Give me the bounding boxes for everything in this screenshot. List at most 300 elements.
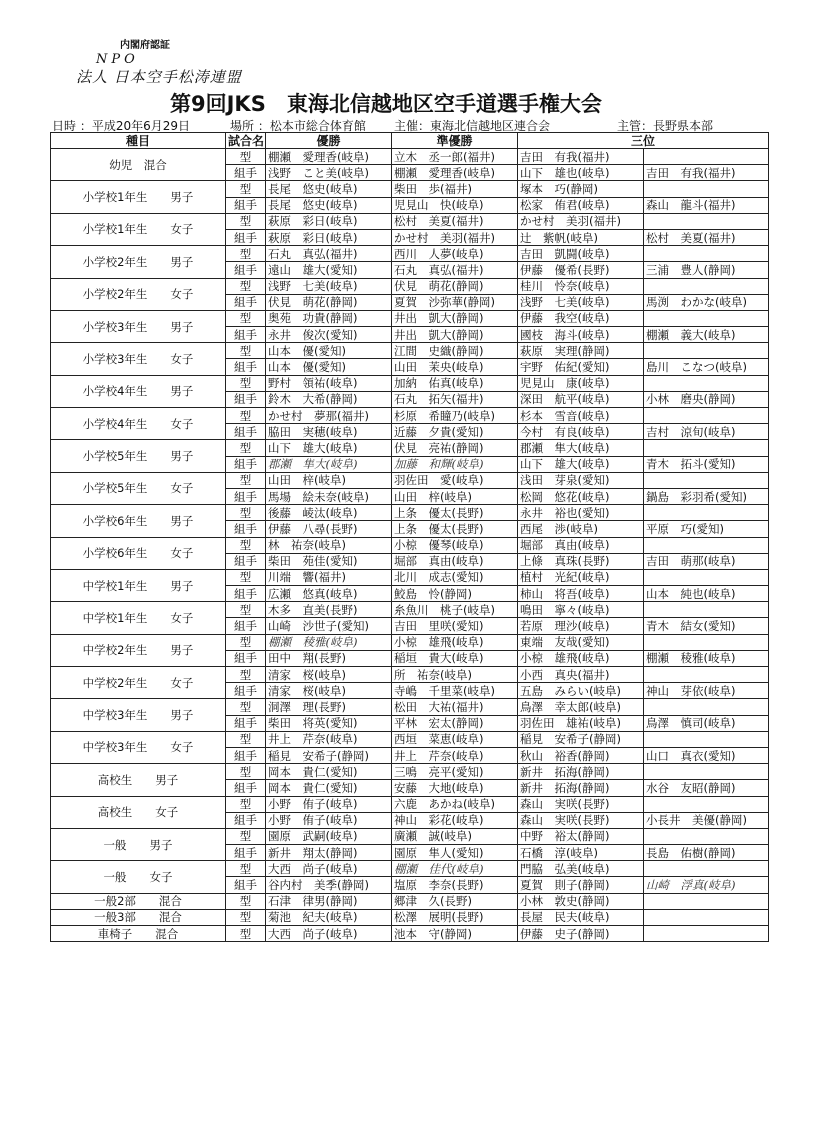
event-category: 小学校2年生 女子 [51, 278, 226, 310]
table-header-row [51, 133, 769, 149]
third-place-cell [644, 909, 769, 925]
match-type: 組手 [226, 359, 266, 375]
runner-up-cell: 児見山 快(岐阜) [392, 197, 518, 213]
table-row [51, 699, 769, 715]
event-category: 幼児 混合 [51, 149, 226, 181]
third-place-cell: 國枝 海斗(岐阜) [518, 327, 644, 343]
winner-cell: 広瀬 悠真(岐阜) [266, 586, 392, 602]
third-place-cell: 森山 龍斗(福井) [644, 197, 769, 213]
winner-cell: 石丸 真弘(福井) [266, 246, 392, 262]
runner-up-cell: 羽佐田 愛(岐阜) [392, 472, 518, 488]
table-row [51, 764, 769, 780]
match-type: 組手 [226, 618, 266, 634]
runner-up-cell: 小椋 優琴(岐阜) [392, 537, 518, 553]
event-category: 小学校4年生 女子 [51, 408, 226, 440]
third-place-cell: 東端 友哉(愛知) [518, 634, 644, 650]
winner-cell: 郡瀬 隼大(岐阜) [266, 456, 392, 472]
third-place-cell [644, 861, 769, 877]
third-place-cell: 山本 純也(岐阜) [644, 586, 769, 602]
match-type: 型 [226, 602, 266, 618]
match-type: 組手 [226, 845, 266, 861]
third-place-cell: 若原 理沙(岐阜) [518, 618, 644, 634]
winner-cell: 新井 翔太(静岡) [266, 845, 392, 861]
third-place-cell: 塚本 巧(静岡) [518, 181, 644, 197]
match-type: 型 [226, 537, 266, 553]
third-place-cell [644, 278, 769, 294]
event-category: 小学校5年生 女子 [51, 472, 226, 504]
winner-cell: 大西 尚子(岐阜) [266, 861, 392, 877]
runner-up-cell: 松村 美夏(福井) [392, 213, 518, 229]
third-place-cell: 鳥澤 幸太郎(岐阜) [518, 699, 644, 715]
third-place-cell: 山口 真衣(愛知) [644, 747, 769, 763]
winner-cell: 後藤 崚汰(岐阜) [266, 505, 392, 521]
winner-cell: 長尾 悠史(岐阜) [266, 197, 392, 213]
third-place-cell [644, 375, 769, 391]
event-category: 一般2部 混合 [51, 893, 226, 909]
event-category: 小学校1年生 男子 [51, 181, 226, 213]
third-place-cell: 桂川 怜奈(岐阜) [518, 278, 644, 294]
third-place-cell [644, 926, 769, 942]
third-place-cell [644, 796, 769, 812]
third-place-cell: 児見山 康(岐阜) [518, 375, 644, 391]
event-category: 小学校4年生 男子 [51, 375, 226, 407]
event-date: 日時 ：平成20年6月29日 [52, 119, 190, 133]
third-place-cell: 水谷 友昭(静岡) [644, 780, 769, 796]
match-type: 組手 [226, 424, 266, 440]
match-type: 型 [226, 149, 266, 165]
results-body [51, 149, 769, 942]
match-type: 型 [226, 699, 266, 715]
winner-cell: 小野 侑子(岐阜) [266, 796, 392, 812]
match-type: 型 [226, 764, 266, 780]
match-type: 型 [226, 246, 266, 262]
table-row [51, 181, 769, 197]
runner-up-cell: 山田 茉央(岐阜) [392, 359, 518, 375]
event-category: 中学校3年生 男子 [51, 699, 226, 731]
third-place-cell: 伊藤 我空(岐阜) [518, 310, 644, 326]
third-place-cell [644, 634, 769, 650]
third-place-cell: 五島 みらい(岐阜) [518, 683, 644, 699]
third-place-cell [644, 408, 769, 424]
third-place-cell: 吉田 有我(福井) [644, 165, 769, 181]
third-place-cell: 萩原 実理(静岡) [518, 343, 644, 359]
third-place-cell [644, 149, 769, 165]
third-place-cell: 柿山 将吾(岐阜) [518, 586, 644, 602]
event-venue: 場所 ：松本市総合体育館 [230, 119, 366, 133]
third-place-cell: 辻 紫帆(岐阜) [518, 229, 644, 245]
third-place-cell: 長屋 民夫(岐阜) [518, 909, 644, 925]
runner-up-cell: 上条 優太(長野) [392, 505, 518, 521]
third-place-cell: 杉本 雪音(岐阜) [518, 408, 644, 424]
runner-up-cell: 松田 大祐(福井) [392, 699, 518, 715]
third-place-cell: 秋山 裕香(静岡) [518, 747, 644, 763]
third-place-cell: 堀部 真由(岐阜) [518, 537, 644, 553]
match-type: 型 [226, 375, 266, 391]
third-place-cell [644, 667, 769, 683]
table-row [51, 408, 769, 424]
certification-stamp: 内閣府認証 [120, 40, 170, 51]
third-place-cell: 夏賀 則子(静岡) [518, 877, 644, 893]
winner-cell: 岡本 貴仁(愛知) [266, 764, 392, 780]
third-place-cell: 中野 裕太(静岡) [518, 828, 644, 844]
third-place-cell: 山下 雄也(岐阜) [518, 165, 644, 181]
match-type: 型 [226, 278, 266, 294]
runner-up-cell: 加藤 和輝(岐阜) [392, 456, 518, 472]
third-place-cell [644, 343, 769, 359]
third-place-cell: 小林 磨央(静岡) [644, 391, 769, 407]
third-place-cell [644, 731, 769, 747]
third-place-cell: 長島 佑樹(静岡) [644, 845, 769, 861]
table-row [51, 537, 769, 553]
match-type: 組手 [226, 456, 266, 472]
third-place-cell [644, 472, 769, 488]
runner-up-cell: 棚瀬 佳代(岐阜) [392, 861, 518, 877]
runner-up-cell: 伏見 亮祐(静岡) [392, 440, 518, 456]
match-type: 組手 [226, 586, 266, 602]
third-place-cell: 青木 結女(愛知) [644, 618, 769, 634]
winner-cell: 大西 尚子(岐阜) [266, 926, 392, 942]
column-header-event: 種目 [51, 133, 226, 149]
column-header-runner-up: 準優勝 [392, 133, 518, 149]
match-type: 型 [226, 343, 266, 359]
organization-line-1: NPO [96, 52, 139, 67]
winner-cell: 浅野 こと美(岐阜) [266, 165, 392, 181]
runner-up-cell: 小椋 雄飛(岐阜) [392, 634, 518, 650]
event-category: 中学校1年生 女子 [51, 602, 226, 634]
event-category: 小学校2年生 男子 [51, 246, 226, 278]
event-manager: 主管：長野県本部 [617, 119, 714, 133]
table-row [51, 893, 769, 909]
third-place-cell [644, 602, 769, 618]
third-place-cell: 浅田 芽泉(愛知) [518, 472, 644, 488]
match-type: 型 [226, 440, 266, 456]
winner-cell: 清家 桜(岐阜) [266, 667, 392, 683]
third-place-cell: 浅野 七美(岐阜) [518, 294, 644, 310]
winner-cell: 長尾 悠史(岐阜) [266, 181, 392, 197]
runner-up-cell: 井出 凱大(静岡) [392, 327, 518, 343]
table-row [51, 602, 769, 618]
runner-up-cell: 稲垣 貴大(岐阜) [392, 650, 518, 666]
winner-cell: 柴田 苑佳(愛知) [266, 553, 392, 569]
runner-up-cell: 江間 史織(静岡) [392, 343, 518, 359]
third-place-cell [644, 213, 769, 229]
third-place-cell [644, 699, 769, 715]
match-type: 組手 [226, 488, 266, 504]
third-place-cell: 山崎 浮真(岐阜) [644, 877, 769, 893]
table-row [51, 909, 769, 925]
runner-up-cell: 吉田 里咲(愛知) [392, 618, 518, 634]
winner-cell: 柴田 将英(愛知) [266, 715, 392, 731]
third-place-cell: 吉田 萌那(岐阜) [644, 553, 769, 569]
third-place-cell: 上條 真珠(長野) [518, 553, 644, 569]
third-place-cell: 羽佐田 雄祐(岐阜) [518, 715, 644, 731]
match-type: 組手 [226, 327, 266, 343]
third-place-cell: 山下 雄大(岐阜) [518, 456, 644, 472]
runner-up-cell: 廣瀬 誠(岐阜) [392, 828, 518, 844]
table-row [51, 149, 769, 165]
third-place-cell [644, 505, 769, 521]
runner-up-cell: 三鳴 亮平(愛知) [392, 764, 518, 780]
winner-cell: 小野 侑子(岐阜) [266, 812, 392, 828]
runner-up-cell: 鮫島 怜(静岡) [392, 586, 518, 602]
runner-up-cell: 上条 優太(長野) [392, 521, 518, 537]
third-place-cell: 新井 拓海(静岡) [518, 780, 644, 796]
winner-cell: 井上 芹奈(岐阜) [266, 731, 392, 747]
winner-cell: 木多 直美(長野) [266, 602, 392, 618]
match-type: 型 [226, 408, 266, 424]
third-place-cell: 伊藤 優希(長野) [518, 262, 644, 278]
third-place-cell: 平原 巧(愛知) [644, 521, 769, 537]
winner-cell: 谷内村 美季(静岡) [266, 877, 392, 893]
match-type: 組手 [226, 521, 266, 537]
match-type: 組手 [226, 391, 266, 407]
third-place-cell: 棚瀬 稜雅(岐阜) [644, 650, 769, 666]
third-place-cell [644, 537, 769, 553]
table-row [51, 667, 769, 683]
third-place-cell [644, 828, 769, 844]
third-place-cell: 神山 芽依(岐阜) [644, 683, 769, 699]
winner-cell: 伏見 萌花(静岡) [266, 294, 392, 310]
third-place-cell: 棚瀬 義大(岐阜) [644, 327, 769, 343]
third-place-cell: 伊藤 史子(静岡) [518, 926, 644, 942]
third-place-cell: 島川 こなつ(岐阜) [644, 359, 769, 375]
match-type: 組手 [226, 165, 266, 181]
winner-cell: 野村 領祐(岐阜) [266, 375, 392, 391]
third-place-cell: 永井 裕也(愛知) [518, 505, 644, 521]
winner-cell: かせ村 夢那(福井) [266, 408, 392, 424]
match-type: 型 [226, 909, 266, 925]
third-place-cell: 稲見 安希子(静岡) [518, 731, 644, 747]
match-type: 組手 [226, 553, 266, 569]
third-place-cell: 新井 拓海(静岡) [518, 764, 644, 780]
third-place-cell: 森山 実咲(長野) [518, 812, 644, 828]
third-place-cell [644, 310, 769, 326]
runner-up-cell: 園原 隼人(愛知) [392, 845, 518, 861]
results-table [50, 132, 769, 942]
third-place-cell [644, 764, 769, 780]
match-type: 組手 [226, 262, 266, 278]
match-type: 型 [226, 213, 266, 229]
table-row [51, 246, 769, 262]
event-category: 高校生 女子 [51, 796, 226, 828]
third-place-cell [644, 440, 769, 456]
table-row [51, 796, 769, 812]
winner-cell: 園原 武嗣(岐阜) [266, 828, 392, 844]
event-category: 車椅子 混合 [51, 926, 226, 942]
runner-up-cell: 棚瀬 愛理香(岐阜) [392, 165, 518, 181]
winner-cell: 山本 優(愛知) [266, 359, 392, 375]
winner-cell: 萩原 彩日(岐阜) [266, 213, 392, 229]
third-place-cell: 松家 侑君(岐阜) [518, 197, 644, 213]
runner-up-cell: 松澤 展明(長野) [392, 909, 518, 925]
winner-cell: 鈴木 大希(静岡) [266, 391, 392, 407]
third-place-cell: 鳥澤 慎司(岐阜) [644, 715, 769, 731]
third-place-cell: 小長井 美優(静岡) [644, 812, 769, 828]
winner-cell: 稲見 安希子(静岡) [266, 747, 392, 763]
match-type: 組手 [226, 812, 266, 828]
winner-cell: 山下 雄大(岐阜) [266, 440, 392, 456]
runner-up-cell: 平林 宏太(静岡) [392, 715, 518, 731]
match-type: 組手 [226, 650, 266, 666]
runner-up-cell: 神山 彩花(岐阜) [392, 812, 518, 828]
runner-up-cell: 石丸 拓矢(福井) [392, 391, 518, 407]
runner-up-cell: かせ村 美羽(福井) [392, 229, 518, 245]
table-row [51, 828, 769, 844]
winner-cell: 脇田 実穂(岐阜) [266, 424, 392, 440]
runner-up-cell: 杉原 希瞳乃(岐阜) [392, 408, 518, 424]
event-category: 小学校6年生 男子 [51, 505, 226, 537]
winner-cell: 浅野 七美(岐阜) [266, 278, 392, 294]
third-place-cell: 吉田 凱闘(岐阜) [518, 246, 644, 262]
winner-cell: 棚瀬 稜雅(岐阜) [266, 634, 392, 650]
match-type: 型 [226, 310, 266, 326]
table-row [51, 731, 769, 747]
winner-cell: 遠山 雄大(愛知) [266, 262, 392, 278]
winner-cell: 石津 律男(静岡) [266, 893, 392, 909]
third-place-cell: 小椋 雄飛(岐阜) [518, 650, 644, 666]
match-type: 組手 [226, 197, 266, 213]
runner-up-cell: 六鹿 あかね(岐阜) [392, 796, 518, 812]
event-category: 高校生 男子 [51, 764, 226, 796]
event-category: 中学校1年生 男子 [51, 569, 226, 601]
table-row [51, 213, 769, 229]
match-type: 型 [226, 828, 266, 844]
winner-cell: 棚瀬 愛理香(岐阜) [266, 149, 392, 165]
match-type: 型 [226, 472, 266, 488]
third-place-cell [644, 246, 769, 262]
event-category: 小学校5年生 男子 [51, 440, 226, 472]
match-type: 型 [226, 926, 266, 942]
page-title: 第9回JKS 東海北信越地区空手道選手権大会 [170, 92, 602, 116]
third-place-cell: 小西 真央(福井) [518, 667, 644, 683]
third-place-cell: 青木 拓斗(愛知) [644, 456, 769, 472]
third-place-cell: 今村 有良(岐阜) [518, 424, 644, 440]
runner-up-cell: 郷津 久(長野) [392, 893, 518, 909]
table-row [51, 861, 769, 877]
runner-up-cell: 柴田 歩(福井) [392, 181, 518, 197]
organization-line-2: 法人 日本空手松涛連盟 [76, 68, 242, 86]
runner-up-cell: 加納 佑真(岐阜) [392, 375, 518, 391]
match-type: 組手 [226, 683, 266, 699]
column-header-match: 試合名 [226, 133, 266, 149]
match-type: 型 [226, 181, 266, 197]
event-category: 中学校2年生 女子 [51, 667, 226, 699]
runner-up-cell: 池本 守(静岡) [392, 926, 518, 942]
runner-up-cell: 夏賀 沙弥華(静岡) [392, 294, 518, 310]
third-place-cell: 西尾 渉(岐阜) [518, 521, 644, 537]
winner-cell: 山崎 沙世子(愛知) [266, 618, 392, 634]
table-row [51, 472, 769, 488]
runner-up-cell: 塩原 李奈(長野) [392, 877, 518, 893]
match-type: 型 [226, 667, 266, 683]
third-place-cell: 吉田 有我(福井) [518, 149, 644, 165]
runner-up-cell: 堀部 真由(岐阜) [392, 553, 518, 569]
runner-up-cell: 伏見 萌花(静岡) [392, 278, 518, 294]
match-type: 組手 [226, 715, 266, 731]
third-place-cell: 石橋 淳(岐阜) [518, 845, 644, 861]
match-type: 型 [226, 731, 266, 747]
third-place-cell: 吉村 涼旬(岐阜) [644, 424, 769, 440]
third-place-cell: 郡瀬 隼大(岐阜) [518, 440, 644, 456]
table-row [51, 278, 769, 294]
winner-cell: 清家 桜(岐阜) [266, 683, 392, 699]
third-place-cell: 植村 光紀(岐阜) [518, 569, 644, 585]
third-place-cell: 松村 美夏(福井) [644, 229, 769, 245]
runner-up-cell: 石丸 真弘(福井) [392, 262, 518, 278]
winner-cell: 川端 響(福井) [266, 569, 392, 585]
match-type: 組手 [226, 780, 266, 796]
table-row [51, 375, 769, 391]
event-category: 一般 男子 [51, 828, 226, 860]
third-place-cell: 深田 航平(岐阜) [518, 391, 644, 407]
runner-up-cell: 所 祐奈(岐阜) [392, 667, 518, 683]
event-category: 小学校1年生 女子 [51, 213, 226, 245]
match-type: 型 [226, 505, 266, 521]
runner-up-cell: 山田 梓(岐阜) [392, 488, 518, 504]
runner-up-cell: 西川 人夢(岐阜) [392, 246, 518, 262]
third-place-cell: かせ村 美羽(福井) [518, 213, 644, 229]
match-type: 型 [226, 634, 266, 650]
third-place-cell [644, 893, 769, 909]
runner-up-cell: 寺嶋 千里菜(岐阜) [392, 683, 518, 699]
table-row [51, 310, 769, 326]
third-place-cell: 松岡 悠花(岐阜) [518, 488, 644, 504]
third-place-cell [644, 569, 769, 585]
match-type: 型 [226, 569, 266, 585]
match-type: 組手 [226, 294, 266, 310]
winner-cell: 洞澤 理(長野) [266, 699, 392, 715]
event-category: 中学校2年生 男子 [51, 634, 226, 666]
match-type: 型 [226, 861, 266, 877]
winner-cell: 永井 俊次(愛知) [266, 327, 392, 343]
runner-up-cell: 近藤 夕貴(愛知) [392, 424, 518, 440]
runner-up-cell: 安藤 大地(岐阜) [392, 780, 518, 796]
third-place-cell: 門脇 弘美(岐阜) [518, 861, 644, 877]
column-header-winner: 優勝 [266, 133, 392, 149]
winner-cell: 馬場 絵未奈(岐阜) [266, 488, 392, 504]
table-row [51, 569, 769, 585]
match-type: 型 [226, 893, 266, 909]
match-type: 組手 [226, 229, 266, 245]
third-place-cell [644, 181, 769, 197]
match-type: 型 [226, 796, 266, 812]
third-place-cell: 鳴田 寧々(岐阜) [518, 602, 644, 618]
runner-up-cell: 西垣 菜恵(岐阜) [392, 731, 518, 747]
table-row [51, 505, 769, 521]
event-host: 主催：東海北信越地区連合会 [394, 119, 551, 133]
runner-up-cell: 井出 凱大(静岡) [392, 310, 518, 326]
winner-cell: 田中 翔(長野) [266, 650, 392, 666]
winner-cell: 萩原 彩日(岐阜) [266, 229, 392, 245]
runner-up-cell: 井上 芹奈(岐阜) [392, 747, 518, 763]
event-category: 小学校6年生 女子 [51, 537, 226, 569]
match-type: 組手 [226, 877, 266, 893]
event-category: 中学校3年生 女子 [51, 731, 226, 763]
event-category: 小学校3年生 男子 [51, 310, 226, 342]
winner-cell: 岡本 貴仁(愛知) [266, 780, 392, 796]
column-header-third: 三位 [518, 133, 769, 149]
third-place-cell: 小林 敦史(静岡) [518, 893, 644, 909]
table-row [51, 634, 769, 650]
table-row [51, 926, 769, 942]
winner-cell: 奥苑 功貴(静岡) [266, 310, 392, 326]
match-type: 組手 [226, 747, 266, 763]
third-place-cell: 三浦 豊人(静岡) [644, 262, 769, 278]
table-row [51, 343, 769, 359]
winner-cell: 菊池 紀夫(岐阜) [266, 909, 392, 925]
third-place-cell: 馬渕 わかな(岐阜) [644, 294, 769, 310]
winner-cell: 山田 梓(岐阜) [266, 472, 392, 488]
